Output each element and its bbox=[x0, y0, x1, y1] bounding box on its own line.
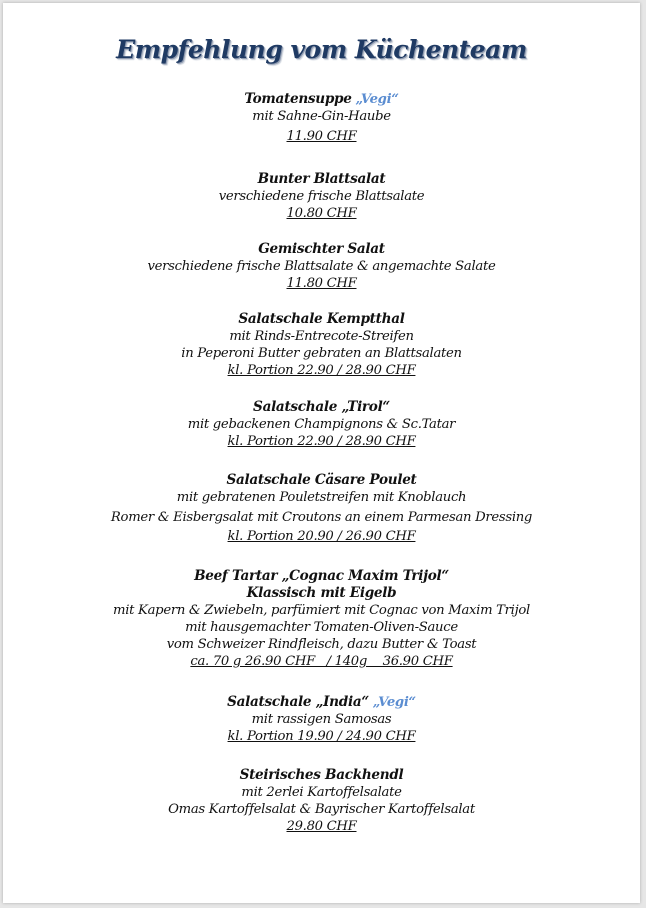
item-description: mit Sahne-Gin-Haube bbox=[252, 109, 391, 124]
item-price: kl. Portion 20.90 / 26.90 CHF bbox=[227, 529, 416, 544]
item-name: Salatschale Kemptthal bbox=[238, 311, 405, 327]
item-price: 11.90 CHF bbox=[286, 129, 357, 144]
item-price: ca. 70 g 26.90 CHF / 140g 36.90 CHF bbox=[190, 654, 453, 669]
menu-item bbox=[3, 171, 640, 222]
item-description: verschiedene frische Blattsalate bbox=[218, 189, 425, 204]
item-name: Bunter Blattsalat bbox=[257, 171, 386, 187]
item-price: 29.80 CHF bbox=[286, 819, 357, 834]
item-description: Omas Kartoffelsalat & Bayrischer Kartoffelsalat bbox=[168, 802, 475, 817]
menu-item bbox=[3, 694, 640, 745]
item-description: mit gebackenen Champignons & Sc.Tatar bbox=[187, 417, 456, 432]
vegi-tag: „Vegi“ bbox=[372, 695, 416, 710]
item-name: Steirisches Backhendl bbox=[239, 767, 404, 783]
menu-item bbox=[3, 767, 640, 835]
item-description: vom Schweizer Rindfleisch, dazu Butter & Toast bbox=[166, 637, 477, 652]
item-name: Tomatensuppe bbox=[244, 91, 352, 107]
item-name: Salatschale Cäsare Poulet bbox=[226, 472, 417, 488]
menu-item bbox=[3, 568, 640, 670]
menu-page bbox=[3, 3, 640, 903]
menu-item bbox=[3, 472, 640, 545]
item-name: Beef Tartar „Cognac Maxim Trijol“ bbox=[194, 568, 449, 584]
item-description: mit 2erlei Kartoffelsalate bbox=[241, 785, 402, 800]
item-price: kl. Portion 22.90 / 28.90 CHF bbox=[227, 434, 416, 449]
item-name: Salatschale „Tirol“ bbox=[253, 399, 390, 415]
item-price: 11.80 CHF bbox=[286, 276, 357, 291]
item-name: Gemischter Salat bbox=[258, 241, 385, 257]
item-description: mit Rinds-Entrecote-Streifen bbox=[229, 329, 414, 344]
item-description: mit rassigen Samosas bbox=[251, 712, 392, 727]
menu-item bbox=[3, 241, 640, 292]
item-description: mit hausgemachter Tomaten-Oliven-Sauce bbox=[185, 620, 458, 635]
item-description: Romer & Eisbergsalat mit Croutons an einem Parmesan Dressing bbox=[110, 510, 533, 525]
item-description: verschiedene frische Blattsalate & angemachte Salate bbox=[147, 259, 496, 274]
item-subtitle: Klassisch mit Eigelb bbox=[246, 585, 397, 601]
item-price: kl. Portion 22.90 / 28.90 CHF bbox=[227, 363, 416, 378]
menu-item bbox=[3, 399, 640, 450]
item-price: 10.80 CHF bbox=[286, 206, 357, 221]
menu-item bbox=[3, 311, 640, 379]
item-price: kl. Portion 19.90 / 24.90 CHF bbox=[227, 729, 416, 744]
item-description: mit Kapern & Zwiebeln, parfümiert mit Cognac von Maxim Trijol bbox=[113, 603, 530, 618]
item-description: in Peperoni Butter gebraten an Blattsalaten bbox=[181, 346, 462, 361]
item-name: Salatschale „India“ bbox=[227, 694, 369, 710]
item-description: mit gebratenen Pouletstreifen mit Knoblauch bbox=[176, 490, 467, 505]
vegi-tag: „Vegi“ bbox=[355, 92, 399, 107]
menu-item bbox=[3, 91, 640, 145]
page-title: Empfehlung vom Küchenteam bbox=[116, 35, 527, 64]
